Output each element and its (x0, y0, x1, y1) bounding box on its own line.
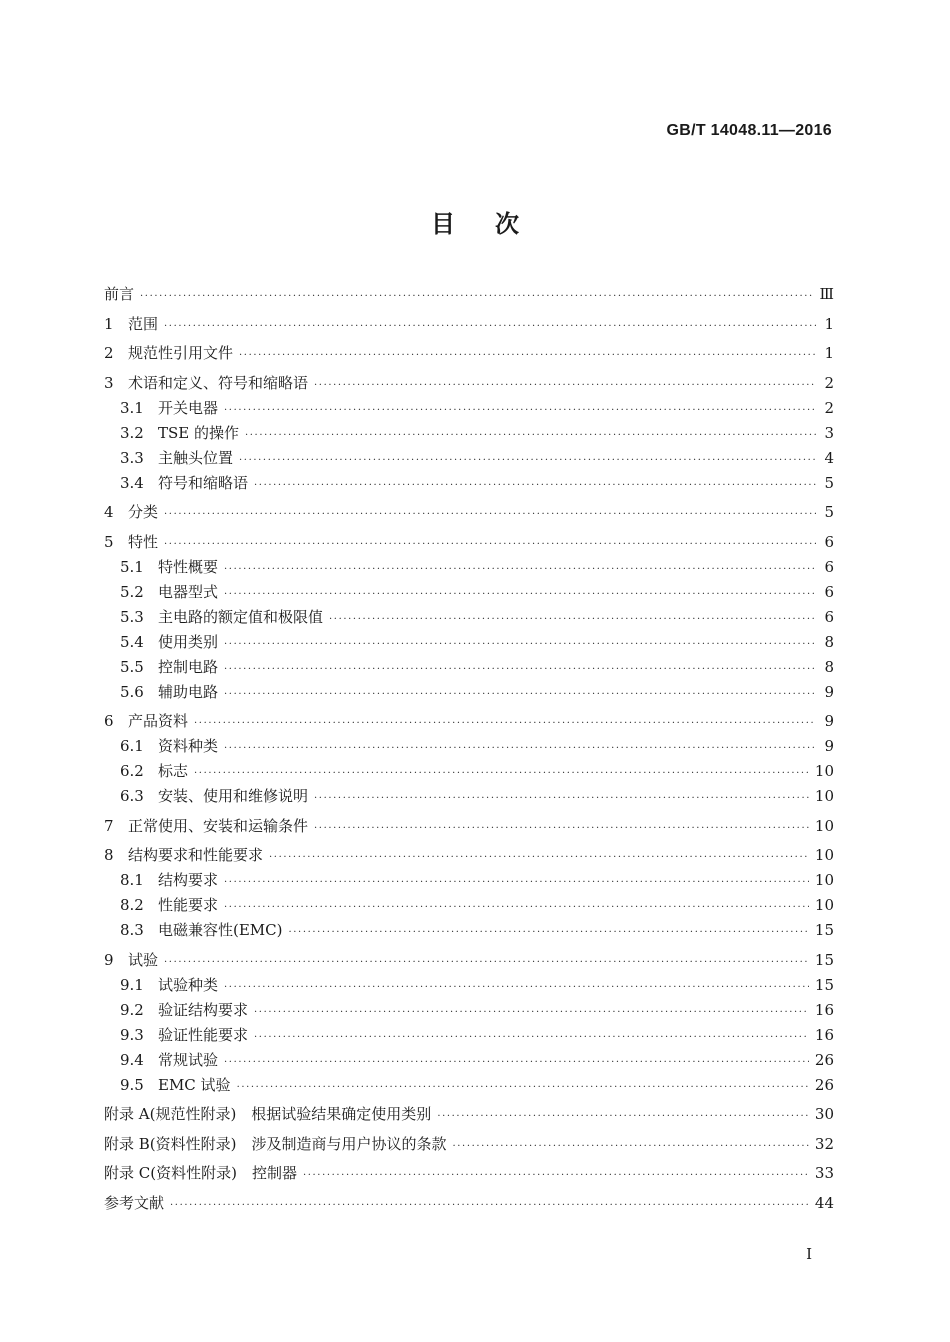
toc-leader-dots (237, 1075, 809, 1100)
toc-leader-dots (224, 582, 816, 607)
toc-entry-page: 2 (824, 398, 834, 417)
toc-entry-label: 开关电器 (158, 398, 219, 417)
toc-entry-page: 1 (824, 344, 834, 362)
toc-entry-page: 2 (824, 373, 834, 392)
toc-entry-number: 5.2 (120, 582, 144, 601)
toc-entry-page: 6 (824, 557, 834, 576)
toc-entry-label: 验证性能要求 (158, 1025, 249, 1044)
toc-entry-number: 8 (104, 846, 114, 864)
toc-entry[interactable] (104, 371, 834, 396)
toc-leader-dots (245, 423, 816, 448)
toc-title (0, 204, 950, 239)
toc-entry-page: 26 (814, 1075, 834, 1094)
toc-entry[interactable] (104, 973, 834, 998)
toc-entry-number: 9.3 (120, 1025, 144, 1044)
toc-leader-dots (224, 682, 816, 707)
toc-entry-page: 10 (814, 871, 834, 889)
toc-entry-page: 15 (814, 921, 834, 939)
toc-entry-label: EMC 试验 (158, 1075, 231, 1094)
toc-entry[interactable] (104, 396, 834, 421)
toc-entry-number: 5 (104, 532, 114, 551)
toc-entry-number: 3.4 (120, 473, 144, 492)
toc-entry-page: 32 (814, 1134, 834, 1153)
toc-entry-label: 控制电路 (158, 657, 219, 676)
toc-entry-page: 10 (814, 816, 834, 835)
toc-leader-dots (224, 736, 816, 761)
toc-entry[interactable] (104, 1161, 834, 1186)
toc-leader-dots (224, 398, 816, 423)
toc-entry[interactable] (104, 868, 834, 893)
toc-entry-label: 结构要求和性能要求 (128, 846, 264, 864)
toc-leader-dots (239, 343, 816, 368)
toc-entry-page: 10 (814, 896, 834, 914)
toc-entry[interactable] (104, 1132, 834, 1157)
toc-entry-number: 6 (104, 712, 114, 730)
toc-entry[interactable] (104, 1048, 834, 1073)
toc-entry[interactable] (104, 282, 834, 307)
toc-entry-label: 资料种类 (158, 737, 219, 755)
toc-leader-dots (269, 845, 809, 870)
toc-leader-dots (254, 1025, 809, 1050)
toc-entry-page: 15 (814, 950, 834, 969)
toc-entry-label: 附录 C(资料性附录) 控制器 (104, 1164, 297, 1182)
toc-leader-dots (453, 1134, 809, 1159)
toc-leader-dots (194, 761, 809, 786)
toc-entry[interactable] (104, 918, 834, 943)
toc-entry-page: 30 (814, 1105, 834, 1123)
toc-entry-number: 3.1 (120, 398, 144, 417)
toc-entry-number: 8.2 (120, 896, 144, 914)
toc-entry-page: Ⅲ (819, 285, 834, 303)
toc-entry-label: 结构要求 (158, 871, 219, 889)
toc-leader-dots (329, 607, 816, 632)
toc-entry-label: 特性概要 (158, 557, 219, 576)
toc-entry-page: 9 (824, 737, 834, 755)
toc-leader-dots (224, 870, 809, 895)
toc-entry[interactable] (104, 1191, 834, 1216)
toc-entry-label: 符号和缩略语 (158, 473, 249, 492)
table-of-contents (104, 282, 834, 1216)
toc-leader-dots (437, 1104, 809, 1129)
toc-entry[interactable] (104, 312, 834, 337)
toc-entry[interactable] (104, 1073, 834, 1098)
toc-entry-label: 特性 (128, 532, 159, 551)
toc-entry-number: 8.1 (120, 871, 144, 889)
toc-entry-number: 1 (104, 314, 114, 333)
toc-entry-label: 附录 A(规范性附录) 根据试验结果确定使用类别 (104, 1105, 432, 1123)
toc-entry-number: 5.3 (120, 607, 144, 626)
toc-title-char: 目 (431, 210, 455, 238)
toc-entry-label: 常规试验 (158, 1050, 219, 1069)
toc-entry-page: 10 (814, 787, 834, 805)
toc-entry[interactable] (104, 446, 834, 471)
toc-entry-number: 3.3 (120, 448, 144, 467)
toc-entry-page: 16 (814, 1025, 834, 1044)
toc-entry-label: 产品资料 (128, 712, 189, 730)
toc-entry-number: 9.1 (120, 975, 144, 994)
toc-entry-number: 9.5 (120, 1075, 144, 1094)
toc-entry[interactable] (104, 471, 834, 496)
toc-entry-page: 1 (824, 314, 834, 333)
toc-entry[interactable] (104, 341, 834, 366)
toc-entry-page: 10 (814, 762, 834, 780)
toc-entry-label: 电器型式 (158, 582, 219, 601)
toc-entry-page: 10 (814, 846, 834, 864)
toc-entry-label: 附录 B(资料性附录) 涉及制造商与用户协议的条款 (104, 1134, 447, 1153)
toc-entry-number: 4 (104, 503, 114, 521)
toc-entry[interactable] (104, 759, 834, 784)
toc-entry-number: 5.4 (120, 632, 144, 651)
toc-entry-number: 9.4 (120, 1050, 144, 1069)
toc-entry-label: 主电路的额定值和极限值 (158, 607, 324, 626)
toc-entry[interactable] (104, 500, 834, 525)
toc-entry-page: 26 (814, 1050, 834, 1069)
toc-leader-dots (164, 532, 816, 557)
toc-leader-dots (224, 557, 816, 582)
toc-entry-number: 2 (104, 344, 114, 362)
toc-leader-dots (140, 284, 814, 309)
toc-entry-number: 6.2 (120, 762, 144, 780)
toc-entry-label: 规范性引用文件 (128, 344, 234, 362)
toc-entry-label: 安装、使用和维修说明 (158, 787, 309, 805)
standard-code: GB/T 14048.11—2016 (666, 122, 832, 139)
toc-entry-label: 参考文献 (104, 1193, 165, 1212)
toc-leader-dots (224, 1050, 809, 1075)
toc-entry-number: 5.1 (120, 557, 144, 576)
toc-entry[interactable] (104, 843, 834, 868)
toc-entry-label: 性能要求 (158, 896, 219, 914)
page-number: I (806, 1245, 812, 1263)
toc-leader-dots (164, 314, 816, 339)
toc-entry[interactable] (104, 555, 834, 580)
toc-entry-label: 电磁兼容性(EMC) (158, 921, 283, 939)
toc-entry-number: 9 (104, 950, 114, 969)
toc-entry[interactable] (104, 814, 834, 839)
toc-leader-dots (164, 502, 816, 527)
toc-entry[interactable] (104, 734, 834, 759)
toc-entry[interactable] (104, 709, 834, 734)
toc-entry-page: 15 (814, 975, 834, 994)
toc-entry-page: 6 (824, 582, 834, 601)
toc-entry[interactable] (104, 1023, 834, 1048)
toc-entry-label: 主触头位置 (158, 448, 234, 467)
toc-entry[interactable] (104, 948, 834, 973)
toc-entry-label: 正常使用、安装和运输条件 (128, 816, 309, 835)
toc-entry-page: 3 (824, 423, 834, 442)
toc-entry[interactable] (104, 421, 834, 446)
toc-entry[interactable] (104, 998, 834, 1023)
toc-entry-page: 44 (814, 1193, 834, 1212)
toc-leader-dots (314, 786, 809, 811)
toc-entry[interactable] (104, 605, 834, 630)
toc-leader-dots (239, 448, 816, 473)
toc-entry[interactable] (104, 680, 834, 705)
toc-entry-number: 3.2 (120, 423, 144, 442)
toc-entry[interactable] (104, 1102, 834, 1127)
toc-entry-label: 验证结构要求 (158, 1000, 249, 1019)
toc-leader-dots (314, 373, 816, 398)
toc-leader-dots (289, 920, 809, 945)
toc-entry-page: 9 (824, 682, 834, 701)
toc-entry-page: 5 (824, 473, 834, 492)
toc-entry-label: 标志 (158, 762, 189, 780)
toc-entry[interactable] (104, 630, 834, 655)
toc-entry-label: 术语和定义、符号和缩略语 (128, 373, 309, 392)
toc-entry-label: TSE 的操作 (158, 423, 239, 442)
toc-entry-number: 9.2 (120, 1000, 144, 1019)
toc-entry-page: 4 (824, 448, 834, 467)
toc-leader-dots (254, 473, 816, 498)
toc-entry-number: 3 (104, 373, 114, 392)
toc-entry-page: 9 (824, 712, 834, 730)
toc-leader-dots (314, 816, 809, 841)
toc-entry[interactable] (104, 530, 834, 555)
toc-entry-label: 试验种类 (158, 975, 219, 994)
toc-title-char: 次 (495, 210, 519, 238)
toc-leader-dots (170, 1193, 809, 1218)
toc-entry-label: 使用类别 (158, 632, 219, 651)
toc-entry-number: 5.6 (120, 682, 144, 701)
toc-entry-label: 前言 (104, 285, 135, 303)
toc-entry[interactable] (104, 784, 834, 809)
toc-entry-label: 辅助电路 (158, 682, 219, 701)
toc-entry-page: 16 (814, 1000, 834, 1019)
toc-entry[interactable] (104, 893, 834, 918)
toc-entry-page: 33 (814, 1164, 834, 1182)
toc-entry-number: 7 (104, 816, 114, 835)
toc-entry-page: 5 (824, 503, 834, 521)
toc-leader-dots (303, 1163, 809, 1188)
toc-leader-dots (224, 895, 809, 920)
toc-entry-page: 6 (824, 607, 834, 626)
toc-entry-label: 试验 (128, 950, 159, 969)
toc-leader-dots (254, 1000, 809, 1025)
toc-entry-number: 6.1 (120, 737, 144, 755)
toc-entry-page: 6 (824, 532, 834, 551)
toc-entry-number: 6.3 (120, 787, 144, 805)
toc-leader-dots (164, 950, 809, 975)
toc-entry-number: 8.3 (120, 921, 144, 939)
toc-leader-dots (224, 975, 809, 1000)
toc-entry-page: 8 (824, 657, 834, 676)
toc-entry-label: 分类 (128, 503, 159, 521)
toc-entry[interactable] (104, 580, 834, 605)
toc-entry-label: 范围 (128, 314, 159, 333)
toc-entry-number: 5.5 (120, 657, 144, 676)
toc-entry-page: 8 (824, 632, 834, 651)
toc-leader-dots (224, 632, 816, 657)
toc-leader-dots (224, 657, 816, 682)
toc-leader-dots (194, 711, 816, 736)
toc-entry[interactable] (104, 655, 834, 680)
